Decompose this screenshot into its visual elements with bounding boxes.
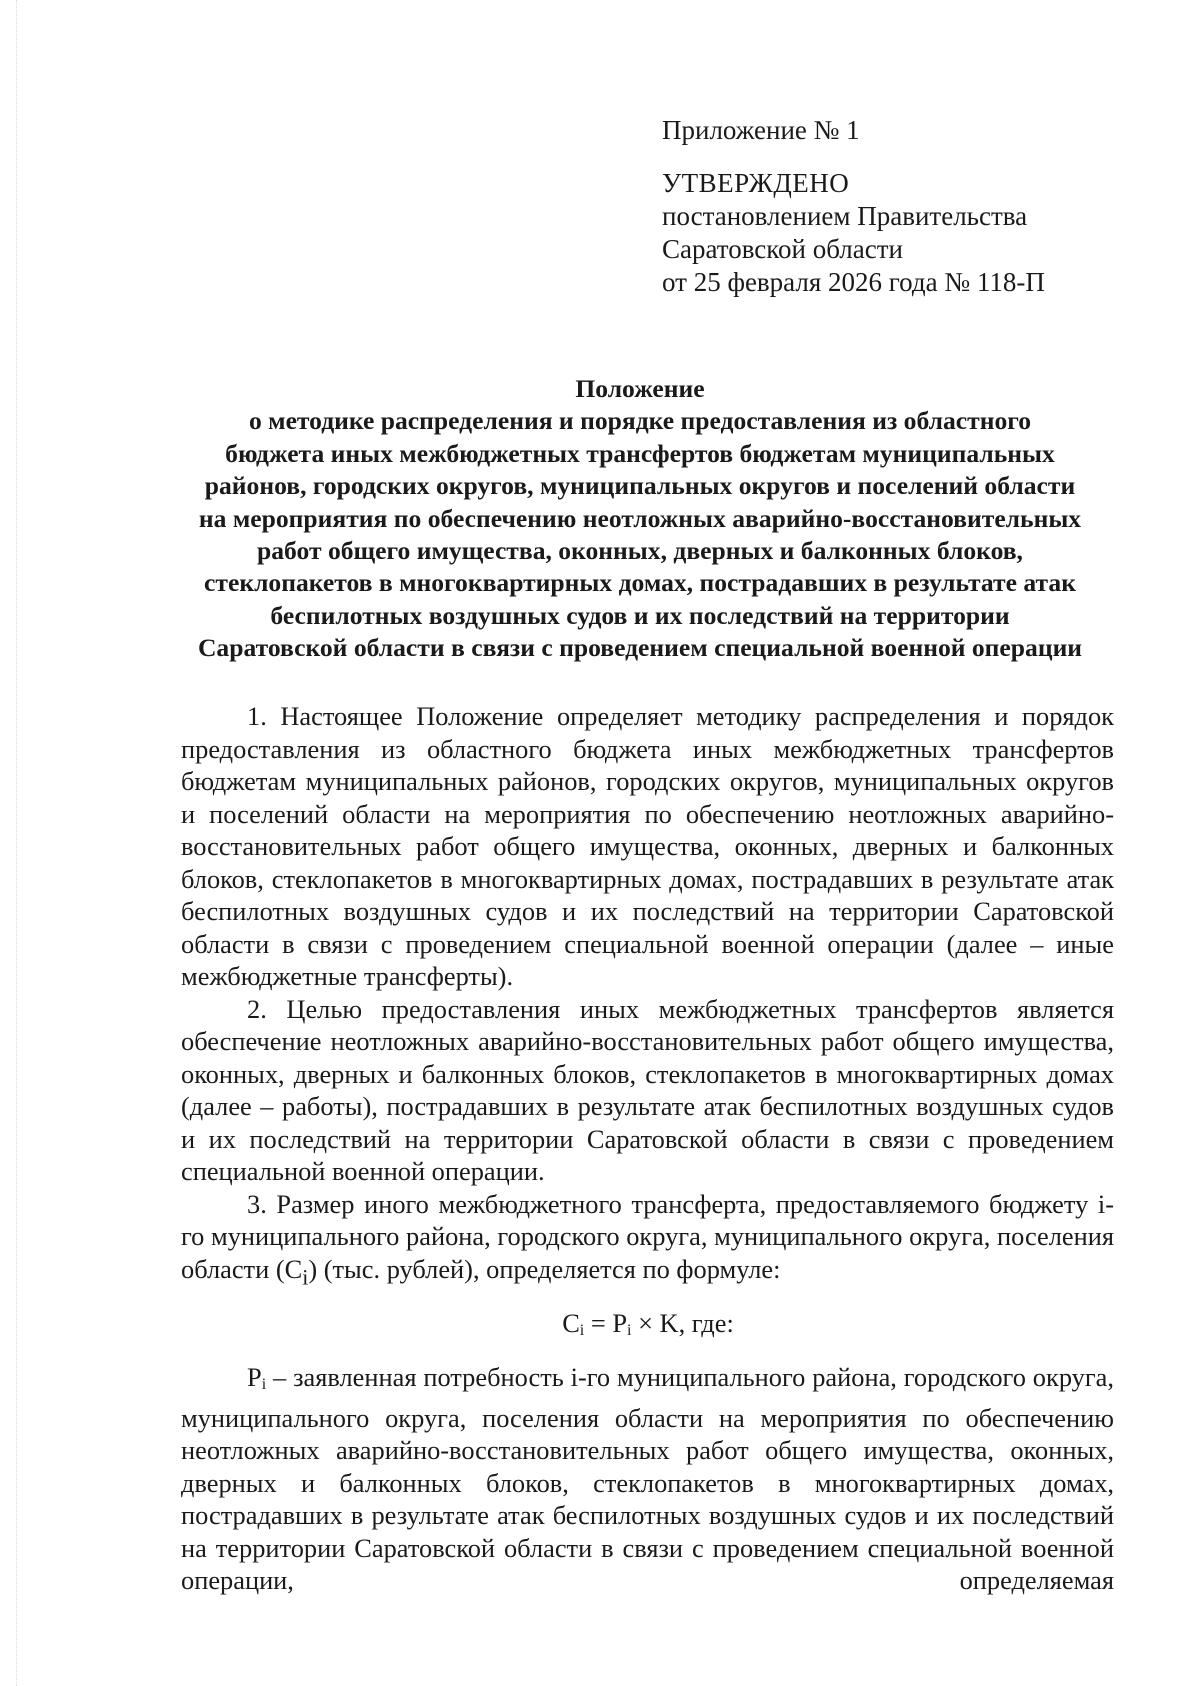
title-line: районов, городских округов, муниципальных округов и поселений области xyxy=(204,471,1076,501)
paragraph-3 xyxy=(181,1188,1114,1294)
title-line: о методике распределения и порядке предоставления из областного xyxy=(248,406,1032,436)
paragraph-2: 2. Целью предоставления иных межбюджетных трансфертов является обеспечение неотложных аварийно-восстановительных работ общего имущества, оконных, дверных и балконных блоков, стеклопакетов в многоквартирных домах (далее – работы), пострадавших в результате атак беспилотных воздушных судов и их последствий на территории Саратовской области в связи с проведением специальной военной операции. xyxy=(181,993,1114,1186)
approval-line-1: постановлением Правительства xyxy=(662,201,1028,231)
appendix-number: Приложение № 1 xyxy=(662,115,860,145)
formula-sub-c: i xyxy=(579,1322,585,1339)
approval-line-3: от 25 февраля 2026 года № 118-П xyxy=(662,267,1045,297)
formula xyxy=(0,1307,1200,1347)
approval-block xyxy=(662,114,1132,299)
formula-c: C xyxy=(562,1308,580,1338)
definition-paragraph xyxy=(181,1361,1114,1597)
title-line: на мероприятия по обеспечению неотложных аварийно-восстановительных xyxy=(198,503,1082,533)
title-heading: Положение xyxy=(575,374,705,403)
title-line: стеклопакетов в многоквартирных домах, пострадавших в результате атак xyxy=(204,568,1076,598)
title-line: бюджета иных межбюджетных трансфертов бюджетам муниципальных xyxy=(225,438,1055,468)
scan-edge-line xyxy=(16,0,18,1686)
formula-rest: × K, где: xyxy=(631,1308,734,1338)
title-line: работ общего имущества, оконных, дверных и балконных блоков, xyxy=(257,536,1023,566)
approval-line-2: Саратовской области xyxy=(662,234,903,264)
title-line: беспилотных воздушных судов и их последствий на территории xyxy=(270,600,1010,630)
formula-eq: = P xyxy=(584,1308,628,1338)
definition-text: – заявленная потребность i-го муниципального района, городского округа, муниципального округа, поселения области на мероприятия по обеспечению неотложных аварийно-восстановительных работ общего имущества, оконных, дверных и балконных блоков, стеклопакетов в многоквартирных домах, пострадавших в результате атак беспилотных воздушных судов и их последствий на территории Саратовской области в связи с проведением специальной военной операции, определяемая xyxy=(181,1362,1114,1595)
paragraph-3-tail: ) (тыс. рублей), определяется по формуле: xyxy=(308,1253,781,1284)
paragraph-1: 1. Настоящее Положение определяет методику распределения и порядок предоставления из областного бюджета иных межбюджетных трансфертов бюджетам муниципальных районов, городских округов, муниципальных округов и поселений области на мероприятия по обеспечению неотложных аварийно-восстановительных работ общего имущества, оконных, дверных и балконных блоков, стеклопакетов в многоквартирных домах, пострадавших в результате атак беспилотных воздушных судов и их последствий на территории Саратовской области в связи с проведением специальной военной операции (далее – иные межбюджетные трансферты). xyxy=(181,701,1114,991)
approved-stamp-text: УТВЕРЖДЕНО xyxy=(662,168,850,198)
paragraph-3-text: 3. Размер иного межбюджетного трансферта, предоставляемого бюджету i-го муниципального района, городского округа, муниципального округа, поселения области (C xyxy=(181,1188,1114,1284)
title-line: Саратовской области в связи с проведением специальной военной операции xyxy=(197,633,1083,663)
document-title xyxy=(160,373,1120,665)
document-body xyxy=(181,700,1114,1293)
formula-sub-p: i xyxy=(627,1322,632,1339)
definition-block xyxy=(181,1361,1114,1597)
definition-sub: i xyxy=(261,1376,267,1393)
subscript-i: i xyxy=(302,1263,309,1289)
definition-symbol: P xyxy=(247,1362,262,1392)
